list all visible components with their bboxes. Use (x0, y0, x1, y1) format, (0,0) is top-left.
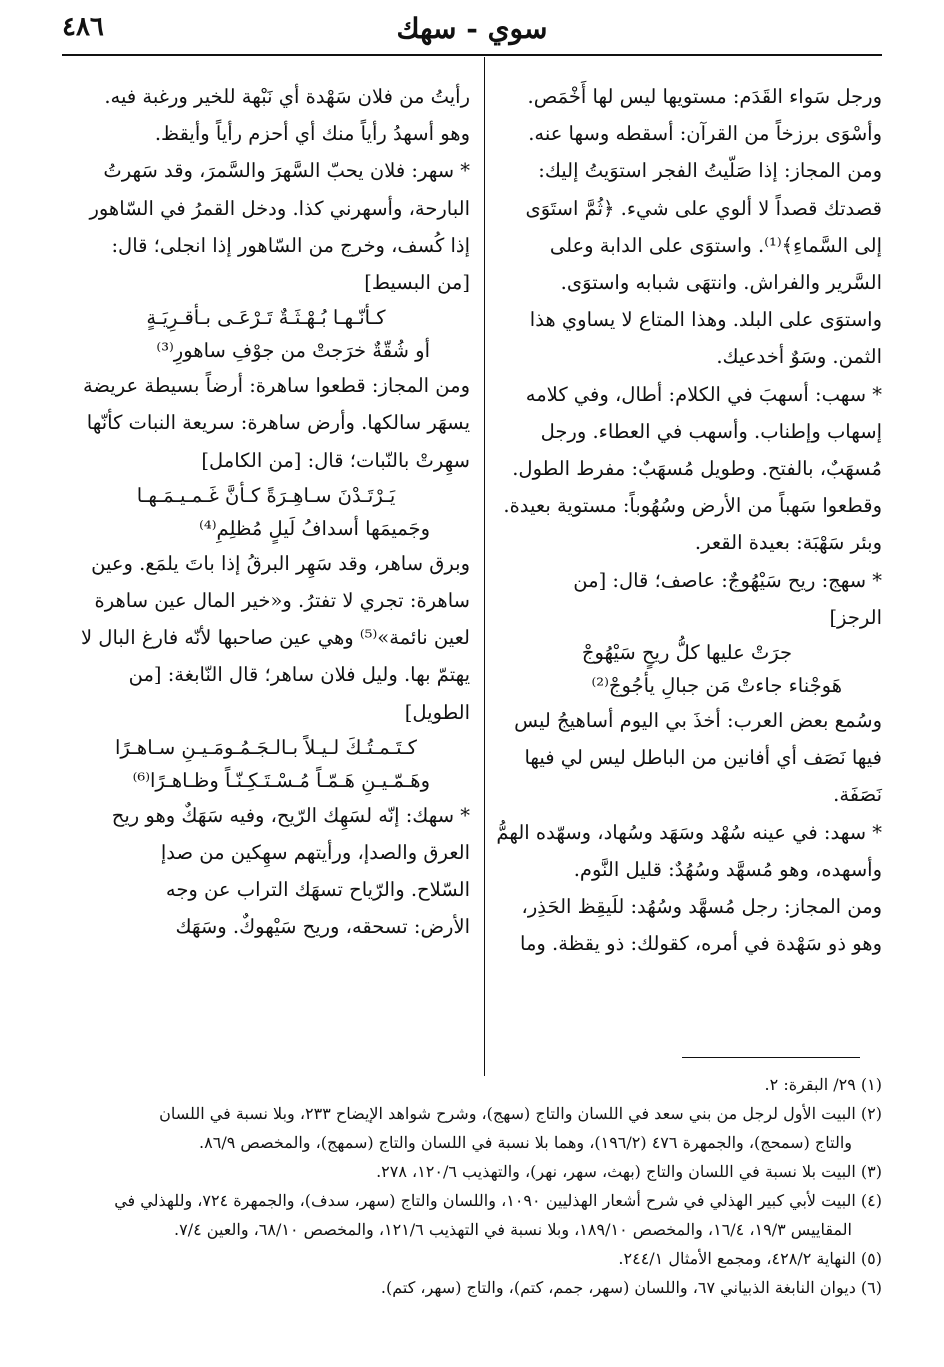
text-line: السّلاح. والرّياح تسهَك التراب عن وجه (165, 878, 470, 902)
verse-line: جرَتْ عليها كلُّ ريحٍ سَيْهُوجْ (581, 641, 793, 665)
left-column (62, 78, 470, 946)
text-line: وسُمع بعض العرب: أخذَ بي اليوم أساهيجُ ليس (514, 709, 882, 733)
text-line: يهتمّ بها. وليل فلان ساهر؛ قال النّابغة: [من (128, 663, 470, 687)
verse-sahira (62, 479, 470, 545)
text-line: ومن المجاز: إذا صَلّيتُ الفجر استوَيتُ إليك: (538, 159, 882, 183)
text-line: الطويل] (404, 700, 470, 724)
text-line: نَصَفَة. (833, 783, 882, 807)
footnote: (٢) البيت الأول لرجل من بني سعد في اللسان والتاج (سهج)، وشرح شواهد الإيضاح ٢٣٣، وبلا نسبة في اللسان (159, 1104, 882, 1123)
text-line: الثمن. وسَوٌ أخدعيك. (716, 345, 882, 369)
text-line: إذا كُسف، وخرج من السّاهور إذا انجلى؛ قال: (111, 233, 470, 257)
verse-sahur (62, 301, 470, 367)
header-rule (62, 54, 882, 56)
text-line: فيها نَصَف أي أفانين من الباطل ليس لي فيها (524, 746, 882, 770)
verse-line: أو شُقّةٌ خرَجتْ من جوْفِ ساهورِ⁽³⁾ (156, 339, 430, 363)
text-line: * سهك: إنّه لسَهِك الرّيح، وفيه سَهَكٌ وهو ريح (111, 803, 470, 827)
verse-sahj (492, 636, 882, 702)
text-line: ومن المجاز: رجل مُسهَّد وسُهُد: للَيقِظ الحَذِر، (521, 895, 882, 919)
text-line: إلى السَّماءِ﴾⁽¹⁾. واستوَى على الدابة وعلى (549, 233, 882, 257)
footnote: (٦) ديوان النابغة الذبياني ٦٧، واللسان (سهر، جمم، كتم)، والتاج (سهر، كتم). (380, 1278, 882, 1297)
verse-line: يَـرْتَـدْنَ سـاهِـرَةً كـأنَّ غَـمـيـمَـهـا (136, 483, 396, 507)
verse-line: هَوجْناء جاءتْ مَن جبالِ يأجُوجْ⁽²⁾ (591, 674, 842, 698)
column-divider (484, 57, 485, 1076)
verse-line: وهَـمّـيـنِ هَـمّـاً مُـسْـتَـكِـنّـاً وظـاهـرًا⁽⁶⁾ (132, 768, 430, 792)
right-column (492, 78, 882, 962)
text-line: وأسْوَى برزخاً من القرآن: أسقطه وسها عنه. (528, 122, 882, 146)
text-line: واستوَى على البلد. وهذا المتاع لا يساوي هذا (529, 308, 882, 332)
page-header (24, 12, 920, 48)
verse-line: كـتَـمـتُـكَ لـيـلاً بـالـجَـمُـومَـيـنِ سـاهـرًا (115, 735, 417, 759)
running-title: سوي - سهك (396, 12, 548, 45)
text-line: * سهر: فلان يحبّ السَّهرَ والسَّمرَ، وقد سَهرتُ (103, 159, 470, 183)
text-line: ساهرة: تجري لا تفترُ. و«خير المال عين ساهرة (94, 589, 470, 613)
text-line: ومن المجاز: قطعوا ساهرة: أرضاً بسيطة عريضة (82, 374, 470, 398)
verse-nabigha (62, 731, 470, 797)
text-line: السَّرير والفراش. وانتهَى شبابه واستوَى. (560, 271, 882, 295)
text-line: وأسهده، وهو مُسهَّد وسُهُدٌ: قليل النَّوم. (573, 857, 882, 881)
meter-tag: [من البسيط] (364, 271, 470, 295)
footnote: (٣) البيت بلا نسبة في اللسان والتاج (بهث، سهر، نهر)، والتهذيب ١٢٠/٦، ٢٧٨. (376, 1162, 882, 1181)
text-line: وهو أسهدُ رأياً منك أي أحزم رأياً وأيقظ. (154, 122, 470, 146)
verse-line: كـأنّـهـا بُـهْـثَـةٌ تَـرْعَـى بـأقـرِيَـةٍ (146, 306, 386, 330)
footnote: (٥) النهاية ٤٢٨/٢، ومجمع الأمثال ٢٤٤/١. (618, 1249, 882, 1268)
text-line: الأرض: تسحقه، وريح سَيْهوكٌ. وسَهَك (175, 915, 470, 939)
text-line: * سهج: ريح سَيْهُوجٌ: عاصف؛ قال: [من (573, 568, 882, 592)
text-line: رأيتُ من فلان سَهْدة أي نَبْهة للخير ورغبة فيه. (104, 85, 470, 108)
footnotes (62, 1070, 882, 1302)
text-line: * سهد: في عينه سُهْد وسَهَد وسُهاد، وسهّده الهمُّ (496, 820, 882, 844)
text-line: مُسهَبٌ، بالفتح. وطويل مُسهَبٌ: مفرط الطول. (512, 457, 882, 481)
text-line: لعين نائمة»⁽⁵⁾ وهي عين صاحبها لأنّه فارغ البال لا (80, 626, 470, 650)
footnote-rule (682, 1057, 860, 1058)
text-line: وقطعوا سَهباً من الأرض وسُهُوباً: مستوية بعيدة. (503, 494, 882, 518)
text-line: إسهاب وإطناب. وأسهب في العطاء. ورجل (540, 419, 882, 443)
text-line: ورجل سَواء القَدَم: مستويها ليس لها أَخْمَص. (527, 85, 882, 108)
text-line: البارحة، وأسهرني كذا. ودخل القمرُ في السّاهور (89, 196, 470, 220)
text-line: وبرق ساهر، وقد سَهِر البرقُ إذا باتَ يلمَع. وعين (91, 551, 470, 575)
text-line: * سهب: أسهبَ في الكلام: أطال، وفي كلامه (525, 382, 882, 406)
footnote: والتاج (سمحج)، والجمهرة ٤٧٦ (١٩٦/٢)، وهما بلا نسبة في اللسان والتاج (سمهج)، والمخصص ٨٦/٩. (199, 1133, 852, 1152)
footnote: المقاييس ١٩/٣، ١٦/٤، والمخصص ١٨٩/١٠، وبلا نسبة في التهذيب ١٢١/٦، والمخصص ٦٨/١٠، والعين ٧/٤. (174, 1220, 852, 1239)
text-line: يسهَر سالكها. وأرض ساهرة: سريعة النبات كأنّها (86, 411, 470, 435)
text-line: وهو ذو سَهْدة في أمره، كقولك: ذو يقظة. وما (520, 932, 882, 956)
footnote: (٤) البيت لأبي كبير الهذلي في شرح أشعار الهذليين ١٠٩٠، واللسان والتاج (سهر، سدف)، والجمهرة ٧٢٤، وللهذلي في (114, 1191, 882, 1210)
text-line: قصدتك قصداً لا ألوي على شيء. ﴿ثُمَّ استَوَى (525, 196, 882, 220)
text-line: سهِرتْ بالنّبات؛ قال: [من الكامل] (201, 448, 470, 472)
text-line: وبئر سَهْبَة: بعيدة القعر. (694, 531, 882, 555)
text-line: الرجز] (829, 605, 882, 629)
footnote: (١) ٢٩/ البقرة: ٢. (764, 1075, 882, 1094)
text-line: العرق والصدإ، ورأيتهم سهِكين من صدإ (160, 841, 470, 865)
page-number: ٤٨٦ (62, 12, 104, 42)
verse-line: وجَميمَها أسدافُ لَيلٍ مُظلِمِ⁽⁴⁾ (199, 516, 430, 540)
